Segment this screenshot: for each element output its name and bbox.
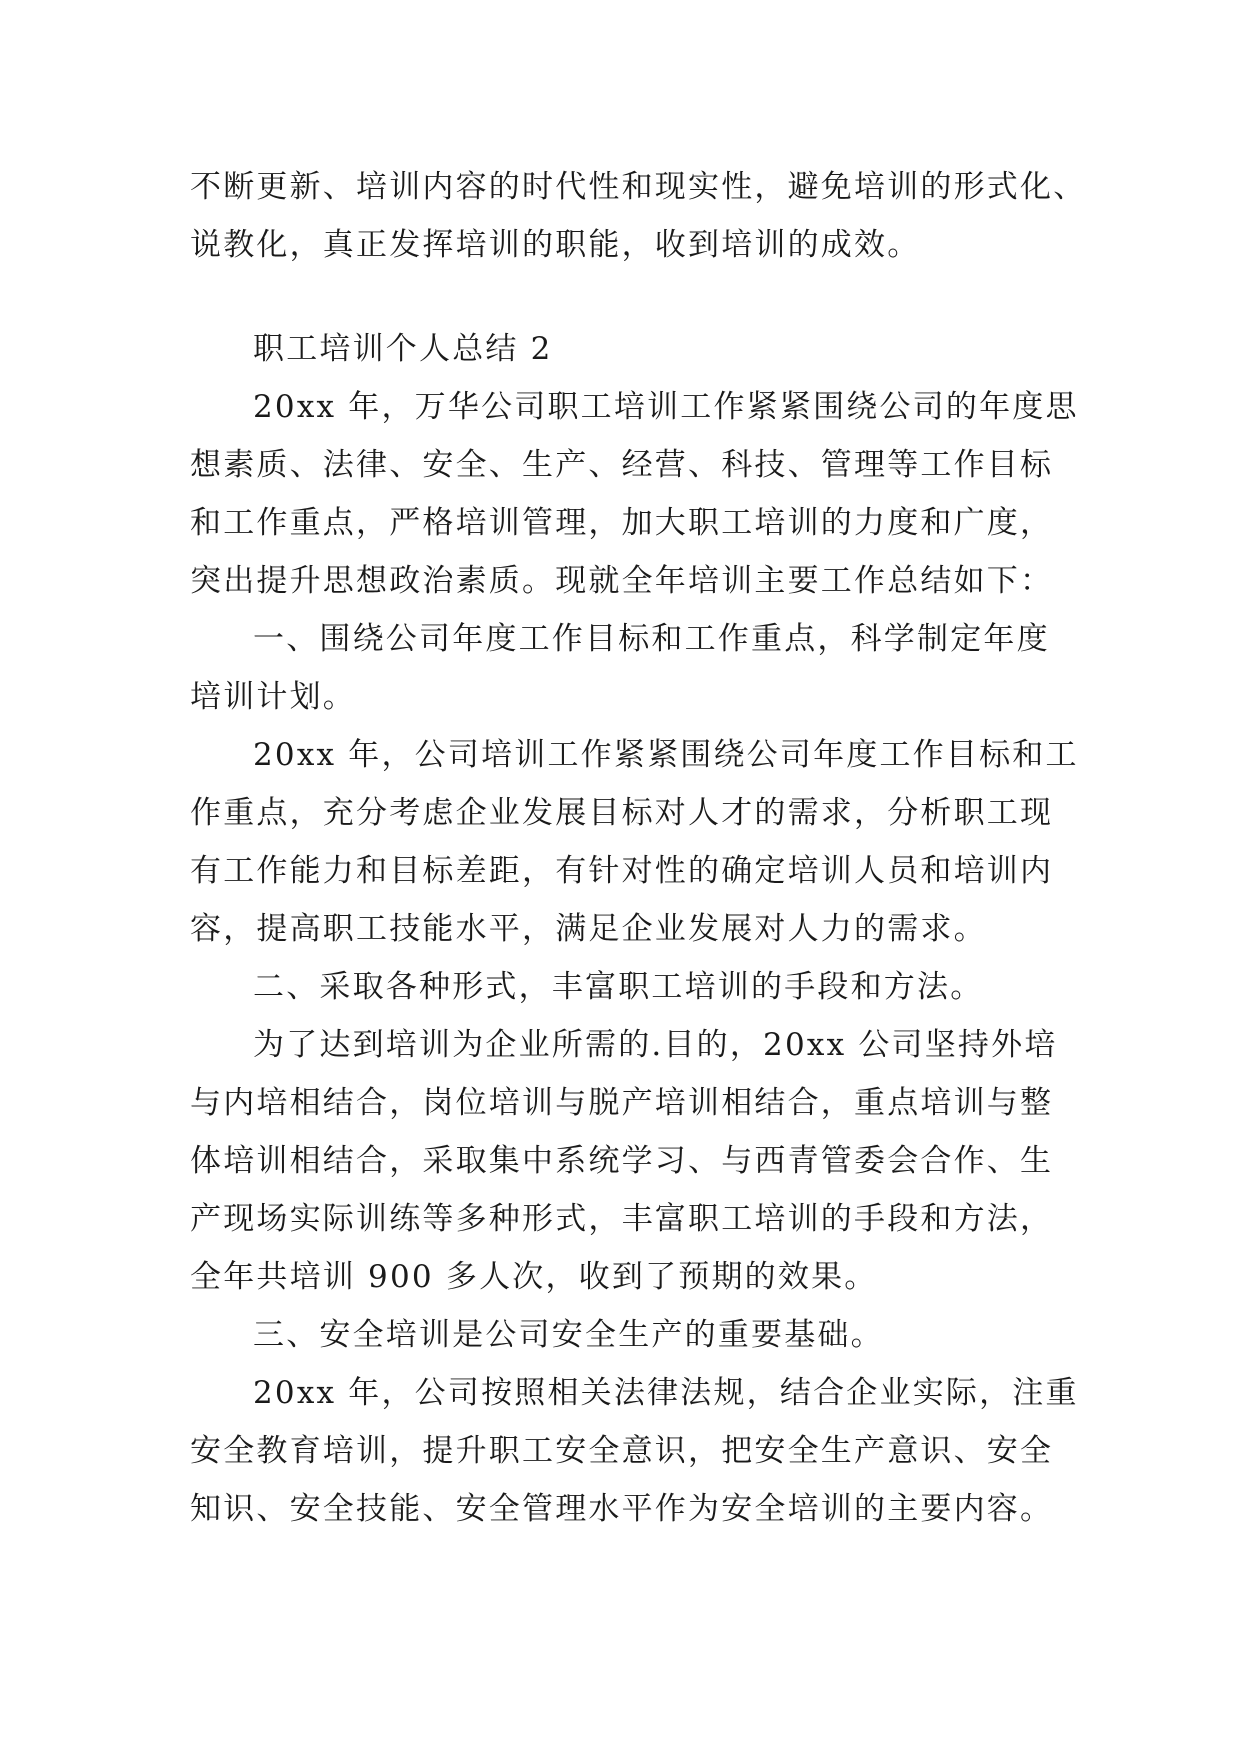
text-line: 与内培相结合，岗位培训与脱产培训相结合，重点培训与整 [190, 1085, 1054, 1121]
text-line: 体培训相结合，采取集中系统学习、与西青管委会合作、生 [190, 1143, 1054, 1179]
heading-one [190, 610, 1070, 726]
text-line: 作重点，充分考虑企业发展目标对人才的需求，分析职工现 [190, 795, 1054, 831]
text-line: 想素质、法律、安全、生产、经营、科技、管理等工作目标 [190, 447, 1054, 483]
text-line: 培训计划。 [190, 679, 356, 715]
paragraph-safety [190, 1364, 1079, 1538]
text-line: 20xx 年，公司培训工作紧紧围绕公司年度工作目标和工 [253, 737, 1079, 773]
paragraph-intro [190, 378, 1079, 610]
text-line: 为了达到培训为企业所需的.目的，20xx 公司坚持外培 [253, 1027, 1058, 1063]
text-line: 20xx 年，万华公司职工培训工作紧紧围绕公司的年度思 [253, 389, 1079, 425]
heading-two [190, 958, 1070, 1016]
section-gap [190, 274, 1070, 320]
text-line: 和工作重点，严格培训管理，加大职工培训的力度和广度， [190, 505, 1054, 541]
text-line: 产现场实际训练等多种形式，丰富职工培训的手段和方法， [190, 1201, 1054, 1237]
text-line: 容，提高职工技能水平，满足企业发展对人力的需求。 [190, 911, 987, 947]
text-line: 知识、安全技能、安全管理水平作为安全培训的主要内容。 [190, 1491, 1054, 1527]
text-line: 说教化，真正发挥培训的职能，收到培训的成效。 [190, 227, 921, 263]
text-line: 三、安全培训是公司安全生产的重要基础。 [253, 1317, 884, 1353]
section-title-text: 职工培训个人总结 2 [253, 331, 553, 367]
text-line: 有工作能力和目标差距，有针对性的确定培训人员和培训内 [190, 853, 1054, 889]
document-body [190, 158, 1087, 1538]
text-line: 突出提升思想政治素质。现就全年培训主要工作总结如下： [190, 563, 1054, 599]
text-line: 20xx 年，公司按照相关法律法规，结合企业实际，注重 [253, 1375, 1079, 1411]
text-line: 二、采取各种形式，丰富职工培训的手段和方法。 [253, 969, 984, 1005]
text-line: 安全教育培训，提升职工安全意识，把安全生产意识、安全 [190, 1433, 1054, 1469]
text-line: 一、围绕公司年度工作目标和工作重点，科学制定年度 [253, 621, 1050, 657]
continuation-paragraph [190, 158, 1087, 274]
text-line: 不断更新、培训内容的时代性和现实性，避免培训的形式化、 [190, 169, 1087, 205]
heading-three [190, 1306, 1070, 1364]
paragraph-plan [190, 726, 1079, 958]
paragraph-methods [190, 1016, 1070, 1306]
section-title [190, 320, 1070, 378]
text-line: 全年共培训 900 多人次，收到了预期的效果。 [190, 1259, 878, 1295]
